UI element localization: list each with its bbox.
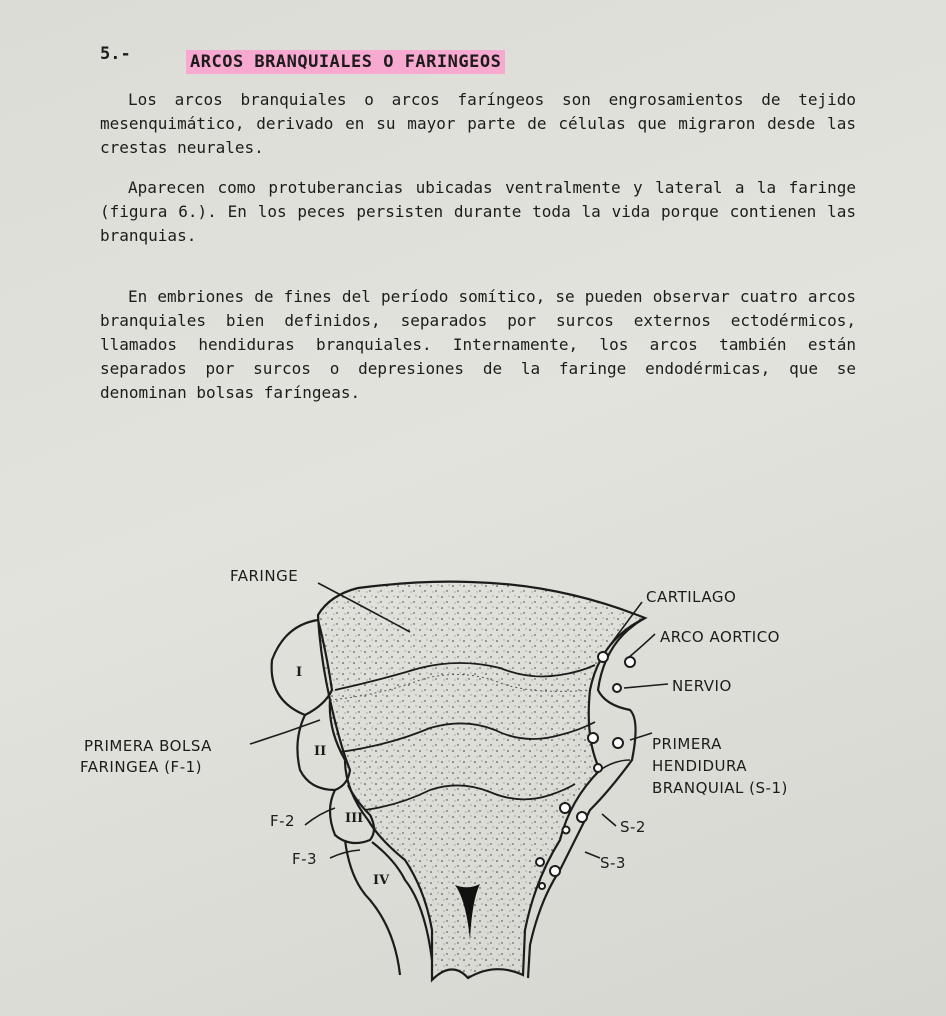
- label-faringe: FARINGE: [230, 567, 299, 585]
- label-f2: F-2: [270, 812, 296, 830]
- paragraph-2: Aparecen como protuberancias ubicadas ventralmente y lateral a la faringe (figura 6.). En los peces persisten durante toda la vida porque contienen las branquias.: [100, 178, 856, 245]
- label-f3: F-3: [292, 850, 318, 868]
- label-primera-hendidura-2: HENDIDURA: [652, 757, 748, 775]
- label-s3: S-3: [600, 854, 626, 872]
- pharynx-body: [318, 582, 645, 980]
- paragraph-3: En embriones de fines del período somítico, se pueden observar cuatro arcos branquiales bien definidos, separados por surcos externos ectodérmicos, llamados hendiduras branquiales. Internamente, los arcos también están separados por surcos o depresiones de la faringe endodérmicas, que se denominan bolsas faríngeas.: [100, 287, 856, 402]
- label-arco-aortico: ARCO AORTICO: [660, 628, 780, 646]
- label-primera-bolsa-2: FARINGEA (F-1): [80, 758, 202, 776]
- label-s2: S-2: [620, 818, 646, 836]
- arch-label-2: II: [314, 744, 327, 759]
- paragraph-1: Los arcos branquiales o arcos faríngeos son engrosamientos de tejido mesenquimático, derivado en su mayor parte de células que migraron desde las crestas neurales.: [100, 90, 856, 157]
- label-primera-bolsa-1: PRIMERA BOLSA: [84, 737, 212, 755]
- section-number: 5.-: [100, 44, 131, 64]
- label-primera-hendidura-3: BRANQUIAL (S-1): [652, 779, 788, 797]
- arch-label-4: IV: [373, 873, 390, 888]
- section-title: ARCOS BRANQUIALES O FARINGEOS: [186, 50, 505, 74]
- label-cartilago: CARTILAGO: [646, 588, 737, 606]
- label-primera-hendidura-1: PRIMERA: [652, 735, 722, 753]
- arch-label-3: III: [345, 811, 364, 826]
- arch-label-1: I: [296, 665, 303, 680]
- label-nervio: NERVIO: [672, 677, 732, 695]
